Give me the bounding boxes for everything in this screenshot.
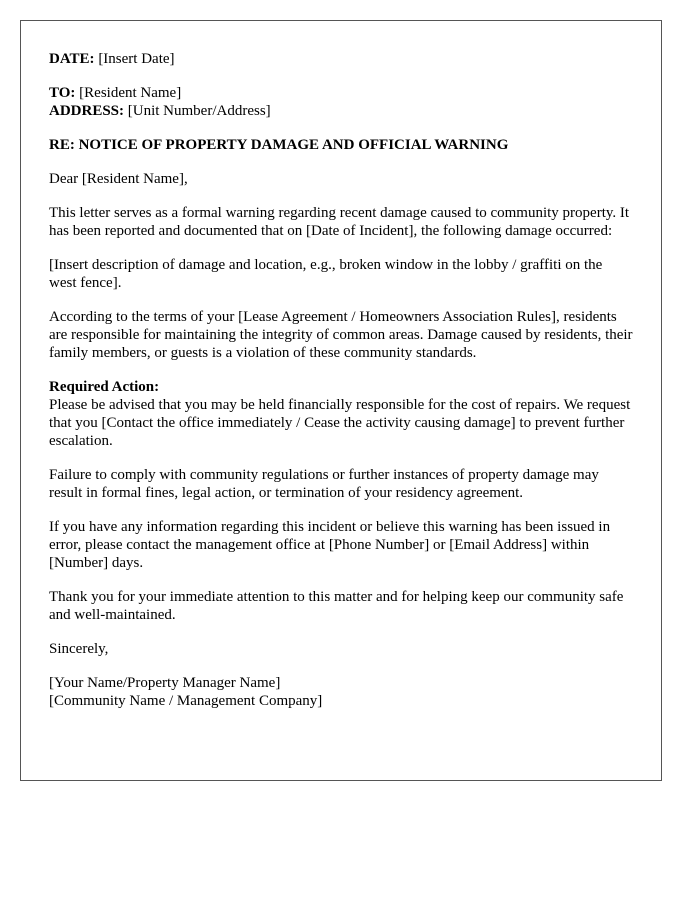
paragraph-thanks: Thank you for your immediate attention to this matter and for helping keep our community safe and well-maintained. <box>49 589 624 623</box>
paragraph-terms: According to the terms of your [Lease Agreement / Homeowners Association Rules], residents are responsible for maintaining the integrity of common areas. Damage caused by residents, their family members, or guests is a violation of these community standards. <box>49 309 633 361</box>
paragraph-consequences: Failure to comply with community regulations or further instances of property damage may result in formal fines, legal action, or termination of your residency agreement. <box>49 467 599 501</box>
recipient-block <box>49 84 633 120</box>
closing: Sincerely, <box>49 641 109 657</box>
signature-block <box>49 674 633 710</box>
to-line <box>49 84 633 102</box>
required-action-section <box>49 378 633 450</box>
date-line <box>49 50 633 68</box>
paragraph-contact: If you have any information regarding this incident or believe this warning has been issued in error, please contact the management office at [Phone Number] or [Email Address] within [Number] days. <box>49 519 611 571</box>
to-label: TO: <box>49 85 76 101</box>
address-value: [Unit Number/Address] <box>127 103 271 119</box>
paragraph-damage-description: [Insert description of damage and location, e.g., broken window in the lobby / graffiti on the west fence]. <box>49 257 603 291</box>
address-label: ADDRESS: <box>49 103 125 119</box>
required-action-heading: Required Action: <box>49 379 160 395</box>
to-value: [Resident Name] <box>79 85 182 101</box>
paragraph-incident: This letter serves as a formal warning regarding recent damage caused to community property. It has been reported and documented that on [Date of Incident], the following damage occurred: <box>49 205 630 239</box>
signature-name: [Your Name/Property Manager Name] <box>49 675 281 691</box>
address-line <box>49 102 633 120</box>
subject-line: RE: NOTICE OF PROPERTY DAMAGE AND OFFICIAL WARNING <box>49 137 509 153</box>
required-action-text: Please be advised that you may be held financially responsible for the cost of repairs. We request that you [Contact the office immediately / Cease the activity causing damage] to prevent further escalation. <box>49 397 631 449</box>
date-label: DATE: <box>49 51 95 67</box>
date-value: [Insert Date] <box>98 51 175 67</box>
salutation: Dear [Resident Name], <box>49 171 188 187</box>
signature-company: [Community Name / Management Company] <box>49 693 323 709</box>
warning-letter <box>20 20 662 781</box>
